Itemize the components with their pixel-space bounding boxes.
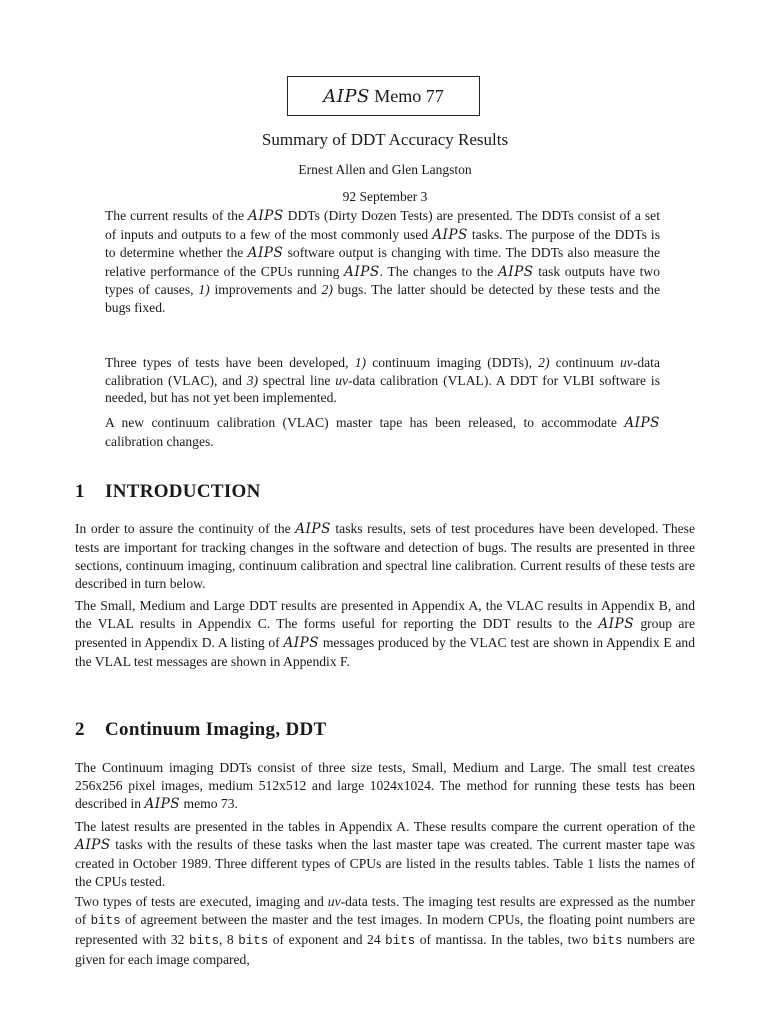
aips-name: AIPS [247, 245, 284, 262]
aips-name: AIPS [344, 263, 380, 280]
aips-name: AIPS [295, 521, 331, 537]
aips-name: AIPS [598, 615, 635, 632]
paper-authors: Ernest Allen and Glen Langston [298, 162, 472, 177]
aips-name: AIPS [432, 226, 468, 243]
aips-name: AIPS [283, 634, 320, 651]
aips-name: AIPS [497, 263, 534, 280]
memo-label-box [287, 76, 480, 116]
aips-name: AIPS [75, 836, 111, 853]
introduction-paragraph-2: The Small, Medium and Large DDT results are presented in Appendix A, the VLAC results in Appendix B, and the VLAL results in Appendix C. The forms useful for reporting the DDT results to the AIPS group are presented in Appendix D. A listing of AIPS messages produced by the VLAC test are shown in Appendix E and the VLAL test messages are shown in Appendix F. [75, 598, 695, 669]
section-heading-introduction: 1 INTRODUCTION [75, 481, 261, 502]
introduction-paragraph-1: In order to assure the continuity of the AIPS tasks results, sets of test procedures have been developed. These tests are important for tracking changes in the software and detection of bugs. The results are presented in three sections, continuum imaging, continuum calibration and spectral line calibration. Current results of these tests are described in turn below. [75, 521, 695, 591]
continuum-paragraph-3: Two types of tests are executed, imaging and uv-data tests. The imaging test results are expressed as the number of bits of agreement between the master and the test images. In modern CPUs, the floating point numbers are represented with 32 bits, 8 bits of exponent and 24 bits of mantissa. In the tables, two bits numbers are given for each image compared, [75, 894, 695, 967]
paper-title: Summary of DDT Accuracy Results [261, 130, 509, 149]
aips-logo-text: AIPS [323, 85, 370, 107]
abstract-paragraph-1: The current results of the AIPS DDTs (Dirty Dozen Tests) are presented. The DDTs consist of a set of inputs and outputs to a few of the most commonly used AIPS tasks. The purpose of the DDTs is to determine whether the AIPS software output is changing with time. The DDTs also measure the relative performance of the CPUs running AIPS. The changes to the AIPS task outputs have two types of causes, 1) improvements and 2) bugs. The latter should be detected by these tests and the bugs fixed. [105, 208, 661, 315]
section-heading-continuum-imaging: 2 Continuum Imaging, DDT [75, 719, 327, 740]
paper-date: 92 September 3 [342, 189, 428, 204]
abstract-paragraph-2: Three types of tests have been developed, 1) continuum imaging (DDTs), 2) continuum uv-data calibration (VLAC), and 3) spectral line uv-data calibration (VLAL). A DDT for VLBI software is needed, but has not yet been implemented. [105, 355, 660, 406]
aips-name: AIPS [248, 208, 284, 224]
abstract-paragraph-3: A new continuum calibration (VLAC) master tape has been released, to accommodate AIPS calibration changes. [105, 415, 660, 449]
memo-number: Memo 77 [374, 85, 444, 106]
aips-name: AIPS [624, 415, 660, 431]
aips-name: AIPS [144, 795, 181, 812]
continuum-paragraph-1: The Continuum imaging DDTs consist of three size tests, Small, Medium and Large. The small test creates 256x256 pixel images, medium 512x512 and large 1024x1024. The method for running these tests has been described in AIPS memo 73. [75, 760, 695, 812]
continuum-paragraph-2: The latest results are presented in the tables in Appendix A. These results compare the current operation of the AIPS tasks with the results of these tasks when the last master tape was created. The current master tape was created in October 1989. Three different types of CPUs are listed in the results tables. Table 1 lists the names of the CPUs tested. [75, 819, 695, 889]
